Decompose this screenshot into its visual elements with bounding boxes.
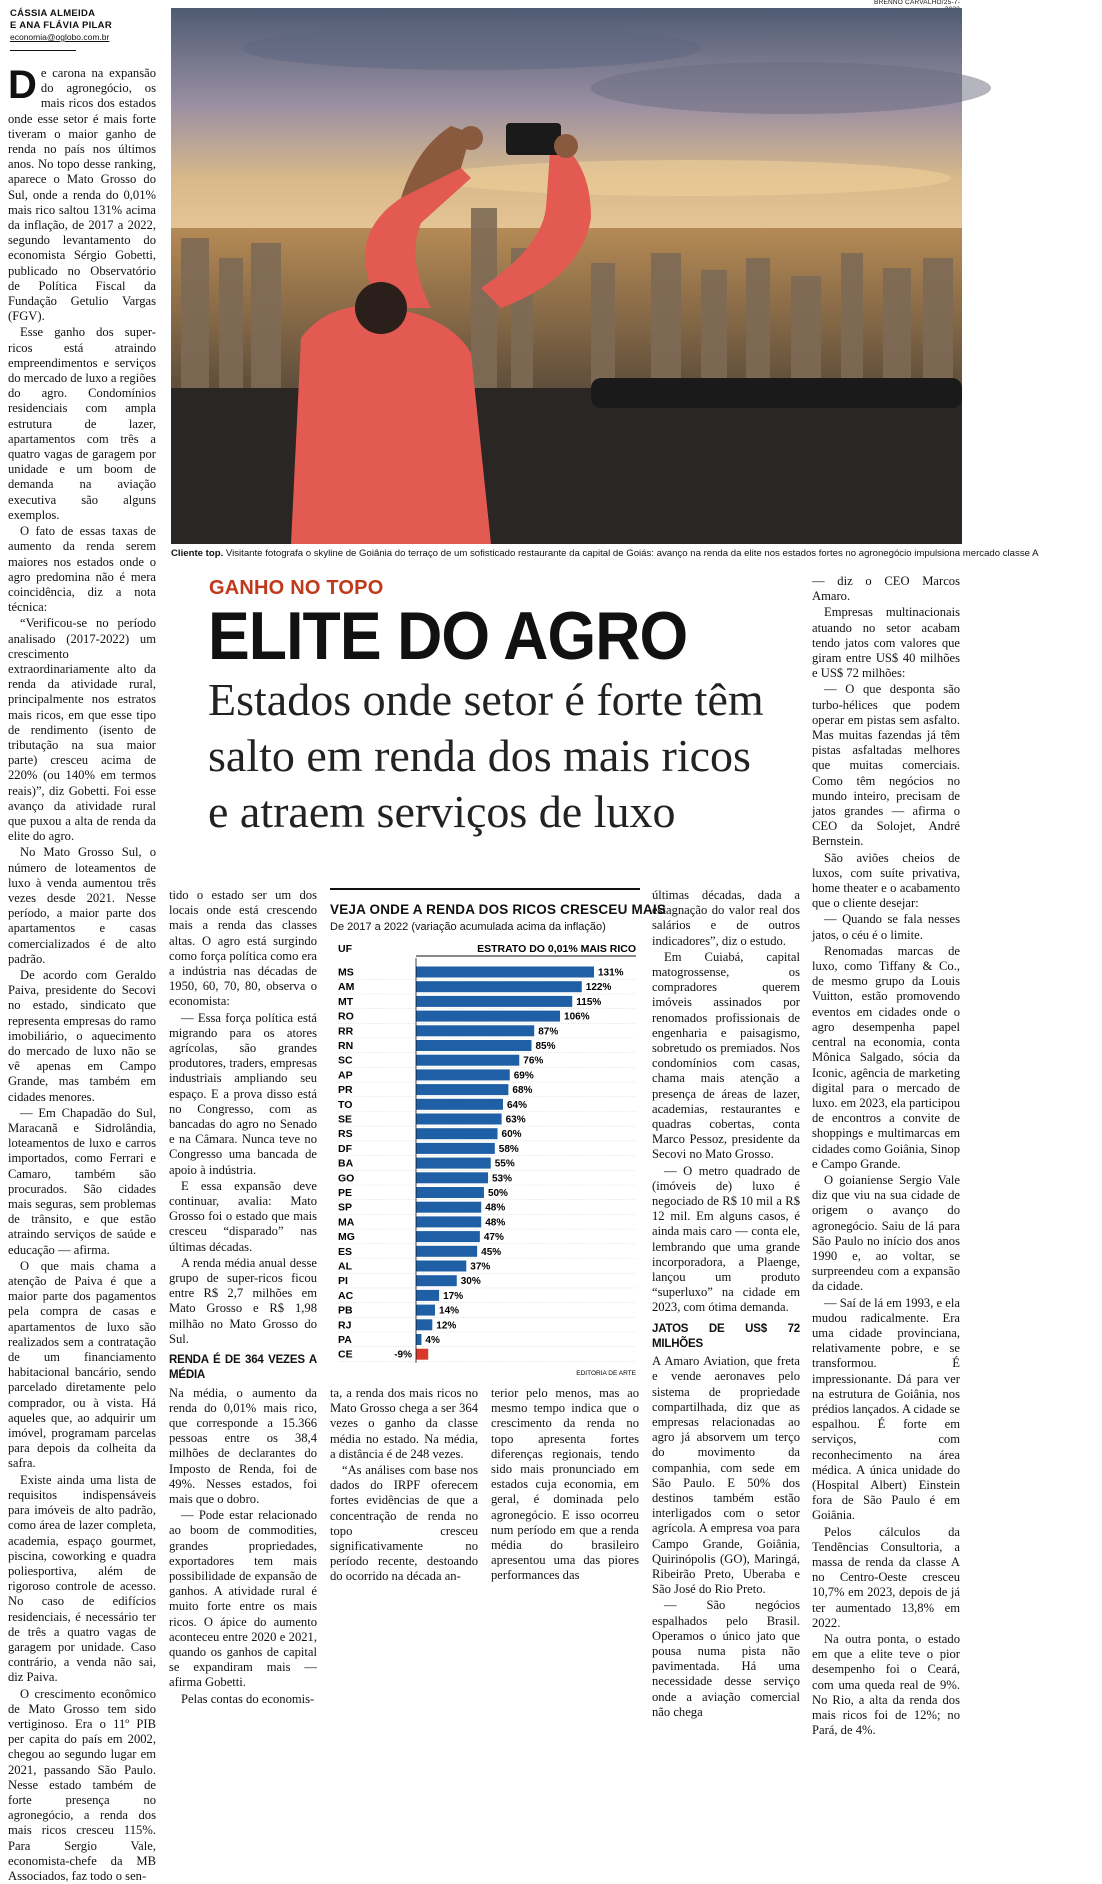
chart-category-label: RO — [338, 1010, 354, 1023]
chart-bar — [416, 1334, 421, 1345]
deck-line-3: e atraem serviços de luxo — [208, 786, 676, 837]
chart-category-label: PB — [338, 1304, 353, 1317]
chart-value-label: 122% — [585, 982, 612, 994]
chart-bar-negative — [416, 1349, 428, 1360]
chart-category-label: MG — [338, 1231, 355, 1244]
chart-value-label: 4% — [425, 1335, 440, 1346]
caption-lead: Cliente top. — [171, 548, 224, 559]
chart-series-header: ESTRATO DO 0,01% MAIS RICO — [477, 943, 636, 955]
chart-category-label: PI — [338, 1275, 348, 1288]
col1-paragraph-10: O crescimento econômico de Mato Grosso tem sido vertiginoso. Era o 11º PIB per capita do país em 2002, chegou ao segundo lugar em 2021, passando São Paulo. Nesse estado também de forte presença no agronegócio, a renda dos mais ricos cresceu 115%. Para Sergio Vale, economista-chefe da MB Associados, faz todo o sen- — [8, 1686, 156, 1883]
chart-bar — [416, 1069, 510, 1080]
col1-paragraph-8: O que mais chama a atenção de Paiva é que a maior parte dos pagamentos pela compra de casas e apartamentos de luxo são realizados sem a contratação de um financiamento habitacional bancário, sendo parcelado diretamente pelo comprador, ou à vista. Há aqueles que, ao adquirir um imóvel, programam parcelas para depois da colheita da safra. — [8, 1258, 156, 1471]
chart-value-label: 106% — [564, 1011, 590, 1023]
chart-value-label: 48% — [485, 1202, 506, 1214]
col2-subheading: RENDA É DE 364 VEZES A MÉDIA — [169, 1354, 317, 1382]
article-column-5 — [812, 574, 960, 1770]
chart-bar — [416, 1084, 508, 1095]
col2-paragraph-3: E essa expansão deve continuar, avalia: Mato Grosso foi o estado que mais cresceu “disparado” nas últimas décadas. — [169, 1178, 317, 1254]
chart-category-label: AC — [338, 1289, 354, 1302]
byline-author-1: CÁSSIA ALMEIDA — [10, 8, 96, 19]
chart-category-label: AM — [338, 981, 355, 994]
col2-paragraph-5: Na média, o aumento da renda do 0,01% mais rico, que corresponde a 15.366 pessoas entre os 38,4 milhões de declarantes do Imposto de Renda, foi de 49%. Nesses estados, foi mais que o dobro. — [169, 1385, 317, 1506]
col4-paragraph-4: A Amaro Aviation, que freta e vende aeronaves pelo sistema de propriedade compartilhada, diz que as empresas relacionadas ao agro já absorvem um terço do movimento da companhia, com sede em São Paulo. E 50% dos destinos também estão interligados com o setor agrícola. A empresa voa para Campo Grande, Goiânia, Quirinópolis (GO), Maringá, Ribeirão Preto, Uberaba e São José do Rio Preto. — [652, 1354, 800, 1597]
col4-subheading: JATOS DE US$ 72 MILHÕES — [652, 1322, 800, 1350]
col3-paragraph-1: ta, a renda dos mais ricos no Mato Grosso chega a ser 364 vezes o ganho da classe média no estado. Na média, a distância é de 248 vezes. — [330, 1386, 478, 1461]
chart-category-label: RS — [338, 1128, 353, 1141]
col4-paragraph-1: últimas décadas, dada a estagnação do valor real dos salários e de outros indicadores”, diz o estudo. — [652, 888, 800, 948]
chart-bar — [416, 1275, 457, 1286]
col1-paragraph-7: — Em Chapadão do Sul, Maracanã e Sidrolândia, loteamentos de luxo e carros importados, como Ferrari e Camaro, também são procurados. São cidades mais seguras, sem problemas de trânsito, e que estão atraindo serviços de saúde e educação — afirma. — [8, 1105, 156, 1257]
chart-bar — [416, 996, 572, 1007]
byline-author-2: E ANA FLÁVIA PILAR — [10, 20, 112, 31]
chart-bar — [416, 1261, 466, 1272]
col4-paragraph-2: Em Cuiabá, capital matogrossense, os compradores querem imóveis assinados por renomados profissionais de engenharia e paisagismo, sobretudo os premiados. Nos condomínios com casas, chama mais atenção a presença de áreas de lazer, academias, restaurantes e quadras cobertas, conta Marco Pessoz, presidente da Secovi no Mato Grosso. — [652, 949, 800, 1162]
chart-value-label: 45% — [481, 1246, 502, 1258]
chart-category-label: RN — [338, 1040, 354, 1052]
byline — [10, 8, 160, 51]
chart-bar — [416, 1025, 534, 1036]
col2-paragraph-6: — Pode estar relacionado ao boom de commodities, grandes propriedades, exportadores tem mais possibilidade de expansão de ganhos. A atividade rural é muito forte entre os mais ricos. O ápice do aumento aconteceu entre 2020 e 2021, quando os ganhos de capital se expandiram mais — afirma Gobetti. — [169, 1508, 317, 1690]
col3b-paragraph-1: terior pelo menos, mas ao mesmo tempo indica que o crescimento da renda no topo apresenta fortes diferenças regionais, tendo sido mais pronunciado em estados cuja economia, em geral, é dominada pelo agronegócio. E isso ocorreu num período em que a renda média do brasileiro apresentou uma das piores performances das — [491, 1386, 639, 1583]
chart-bar — [416, 981, 582, 992]
chart-value-label: 48% — [485, 1217, 506, 1229]
col2-paragraph-7: Pelas contas do economis- — [181, 1691, 315, 1706]
col5-paragraph-8: — Saí de lá em 1993, e ela mudou radicalmente. Era uma cidade provinciana, relativamente pobre, e se transformou. É impressionante. Dá para ver na estrutura de Goiânia, nos prédios lançados. A cidade se espalhou. É forte em serviços, com reconhecimento na área médica. A única unidade do (Hospital Albert) Einstein fora de São Paulo é em Goiânia. — [812, 1295, 960, 1523]
chart-bar — [416, 1011, 560, 1022]
article-column-4 — [652, 888, 800, 1770]
chart-category-label: TO — [338, 1098, 353, 1111]
chart-category-label: MT — [338, 995, 354, 1008]
col1-paragraph-2: Esse ganho dos super-ricos está atraindo empreendimentos e serviços do mercado de luxo a regiões do agro. Condomínios residenciais com ampla estrutura de lazer, apartamentos com três a quatro vagas de garagem por unidade e um boom de demanda na aviação executiva são alguns exemplos. — [8, 325, 156, 522]
col5-paragraph-9: Pelos cálculos da Tendências Consultoria, a massa de renda da classe A no Centro-Oeste cresceu 10,7% em 2023, depois de já ter aumentado 13,8% em 2022. — [812, 1524, 960, 1630]
col2-paragraph-2: — Essa força política está migrando para os atores agrícolas, são grandes produtores, traders, empresas industriais ampliando seu espaço. E a prova disso está no Congresso, com as bancadas do agro no Senado e na Câmara. Nunca teve no Congresso uma bancada de apoio à indústria. — [169, 1010, 317, 1177]
chart-top-rule — [330, 888, 640, 890]
chart-bar — [416, 1172, 488, 1183]
col1-paragraph-4: “Verificou-se no período analisado (2017-2022) um crescimento extraordinariamente alto da renda da atividade rural, principalmente nos estratos mais ricos, em que esse tipo de rendimento (isento de tributação na sua maior parte) cresceu acima de 220% (ou 140% em termos reais)”, diz Gobetti. Foi esse avanço da atividade rural que puxou a alta de renda da elite do agro. — [8, 616, 156, 844]
chart-value-label: 115% — [576, 996, 602, 1008]
chart-category-label: MS — [338, 966, 354, 979]
col2-paragraph-1: tido o estado ser um dos locais onde está crescendo mais a renda das classes altas. O agro está surgindo como força política como era a indústria nas décadas de 1950, 60, 70, 80, observa o economista: — [169, 888, 317, 1009]
chart-category-label: SE — [338, 1113, 353, 1126]
chart-value-label: 87% — [538, 1026, 559, 1038]
col3-paragraph-2: “As análises com base nos dados do IRPF oferecem fortes evidências de que a concentração de renda no topo cresceu significativamente no período recente, destoando do ocorrido na década an- — [330, 1463, 478, 1584]
col5-paragraph-2: Empresas multinacionais atuando no setor acabam tendo jatos com valores que giram entre US$ 40 milhões e US$ 72 milhões: — [812, 605, 960, 681]
col1-paragraph-5: No Mato Grosso Sul, o número de loteamentos de luxo à venda aumentou três vezes desde 2021. Nesse período, a maior parte dos apartamentos e casas comercializados é de alto padrão. — [8, 845, 156, 966]
chart-plot — [330, 938, 640, 1378]
chart-value-label: 12% — [436, 1320, 457, 1332]
chart-subtitle: De 2017 a 2022 (variação acumulada acima da inflação) — [330, 921, 606, 933]
chart-value-label: 37% — [470, 1261, 491, 1273]
chart-category-label: DF — [338, 1142, 352, 1155]
chart-category-header: UF — [338, 943, 352, 955]
chart-category-label: PE — [338, 1187, 353, 1199]
chart-bar — [416, 1055, 519, 1066]
chart-category-label: RJ — [338, 1319, 352, 1332]
chart-bar — [416, 1114, 502, 1125]
deck-line-2: salto em renda dos mais ricos — [208, 730, 751, 781]
caption-text: Visitante fotografa o skyline de Goiânia do terraço de um sofisticado restaurante da capital de Goiás: avanço na renda da elite nos estados fortes no agronegócio impulsiona mercado classe A — [223, 548, 1039, 559]
article-column-3b — [491, 1386, 639, 1770]
chart-bar — [416, 1202, 481, 1213]
chart-category-label: PA — [338, 1334, 352, 1346]
col1-paragraph-3: O fato de essas taxas de aumento da renda serem maiores nos estados onde o agro predomina não é mera coincidência, diz a nota técnica: — [8, 524, 156, 615]
chart-value-label: -9% — [394, 1349, 412, 1361]
photo-credit: BRENNO CARVALHO/25-7- — [874, 0, 960, 6]
chart-category-label: AP — [338, 1069, 353, 1082]
chart-category-label: PR — [338, 1084, 353, 1097]
chart-value-label: 14% — [439, 1305, 460, 1317]
col5-paragraph-3: — O que desponta são turbo-hélices que podem operar em pistas sem asfalto. Mas muitas fazendas já têm pistas asfaltadas melhores que muitas comerciais. Como têm negócios no mundo inteiro, precisam de jatos grandes — afirma o CEO da Solojet, André Bernstein. — [812, 682, 960, 849]
chart-value-label: 60% — [501, 1129, 522, 1141]
col4-paragraph-5: — São negócios espalhados pelo Brasil. Operamos o único jato que pousa numa pista não pavimentada. Há uma necessidade desse serviço onde a aviação comercial não chega — [652, 1598, 800, 1719]
photo-illustration — [171, 8, 962, 544]
chart-value-label: 17% — [443, 1290, 464, 1302]
photo-skyline — [171, 8, 962, 544]
article-column-1 — [8, 63, 156, 1883]
col5-paragraph-4: São aviões cheios de luxos, com suíte privativa, home theater e o acabamento que o cliente desejar: — [812, 850, 960, 911]
chart-box — [330, 888, 667, 1378]
chart-value-label: 76% — [523, 1055, 544, 1067]
article-column-2 — [169, 888, 317, 1770]
chart-bar — [416, 967, 594, 978]
col5-paragraph-10: Na outra ponta, o estado em que a elite teve o pior desempenho foi o Ceará, com uma queda real de 9%. No Rio, a alta da renda dos mais ricos foi de 12%; no Pará, de 4%. — [812, 1632, 960, 1738]
chart-value-label: 50% — [487, 1188, 508, 1199]
chart-value-label: 47% — [483, 1232, 504, 1244]
chart-category-label: ES — [338, 1245, 353, 1258]
chart-value-label: 85% — [535, 1041, 556, 1052]
chart-value-label: 131% — [598, 967, 624, 979]
chart-bar — [416, 1216, 481, 1227]
chart-bar — [416, 1158, 491, 1169]
section-kicker: GANHO NO TOPO — [209, 577, 384, 599]
col2-paragraph-4: A renda média anual desse grupo de super-ricos ficou entre R$ 2,7 milhões em Mato Grosso e R$ 1,98 milhão no Mato Grosso do Sul. — [169, 1255, 317, 1346]
chart-category-label: SP — [338, 1201, 353, 1214]
chart-category-label: AL — [338, 1260, 352, 1273]
chart-credit: EDITORIA DE ARTE — [576, 1369, 636, 1377]
chart-value-label: 55% — [494, 1158, 515, 1170]
chart-bar — [416, 1231, 480, 1242]
chart-bar — [416, 1143, 495, 1154]
col1-paragraph-6: De acordo com Geraldo Paiva, presidente do Secovi no estado, sindicato que representa empresas do ramo imobiliário, o aquecimento do mercado de luxo não se vê apenas em Campo Grande, mas também em cidades menores. — [8, 967, 156, 1104]
article-column-3 — [330, 1386, 478, 1770]
chart-category-label: CE — [338, 1348, 353, 1361]
col5-paragraph-1: — diz o CEO Marcos Amaro. — [812, 574, 960, 604]
byline-divider — [10, 50, 76, 51]
chart-value-label: 30% — [460, 1276, 481, 1288]
headline-title: ELITE DO AGRO — [208, 598, 688, 674]
col5-paragraph-5: — Quando se fala nesses jatos, o céu é o limite. — [812, 912, 960, 942]
chart-value-label: 69% — [513, 1070, 534, 1082]
chart-value-label: 64% — [506, 1099, 527, 1111]
dropcap: D — [8, 63, 37, 107]
chart-category-label: MA — [338, 1216, 355, 1229]
deck-line-1: Estados onde setor é forte têm — [208, 674, 764, 725]
chart-bar — [416, 1290, 439, 1301]
chart-bar — [416, 1246, 477, 1257]
chart-bar — [416, 1099, 503, 1110]
col5-paragraph-6: Renomadas marcas de luxo, como Tiffany & Co., de mesmo grupo da Louis Vuitton, estão promovendo eventos em cidades onde o agro desempenha papel central na economia, conta Mônica Salgado, sócia da Iconic, agência de marketing digital para o mercado de luxo. em 2023, ela participou de encontros a convite de shoppings e multimarcas em cidades como Goiânia, Sinop e Campo Grande. — [812, 943, 960, 1171]
chart-category-label: GO — [338, 1172, 355, 1185]
chart-bar — [416, 1187, 484, 1198]
chart-category-label: SC — [338, 1054, 353, 1067]
chart-category-label: BA — [338, 1157, 354, 1170]
chart-bar — [416, 1305, 435, 1316]
chart-bar — [416, 1128, 498, 1139]
chart-bar — [416, 1040, 531, 1051]
chart-value-label: 58% — [498, 1143, 519, 1155]
col4-paragraph-3: — O metro quadrado de (imóveis de) luxo é negociado de R$ 10 mil a R$ 12 mil. Em alguns casos, é ainda mais caro — conta ele, lembrando que uma grande incorporadora, a Plaenge, lançou um produto “superluxo” na cidade em 2023, com ótima demanda. — [652, 1163, 800, 1315]
chart-bar — [416, 1319, 432, 1330]
chart-value-label: 53% — [492, 1173, 513, 1185]
headline-deck — [208, 672, 788, 840]
col1-paragraph-9: Existe ainda uma lista de requisitos indispensáveis para imóveis de alto padrão, como área de lazer completa, academia, espaço gourmet, piscina, coworking e quadra poliesportiva, além de rigoroso controle de acesso. No caso de edifícios residenciais, é necessário ter de três a quatro vagas de garagem por unidade. Caso contrário, a venda não sai, diz Paiva. — [8, 1472, 156, 1685]
chart-title: VEJA ONDE A RENDA DOS RICOS CRESCEU MAIS — [330, 902, 667, 917]
byline-email-link[interactable]: economia@oglobo.com.br — [10, 32, 110, 42]
chart-value-label: 63% — [505, 1114, 526, 1126]
chart-value-label: 68% — [512, 1085, 533, 1097]
col1-paragraph-1: De carona na expansão do agronegócio, os mais ricos dos estados onde esse setor é mais forte tiveram o maior ganho de renda no país nos últimos anos. No topo desse ranking, aparece o Mato Grosso do Sul, onde a renda do 0,01% mais rico saltou 131% acima da inflação, de 2017 a 2022, segundo levantamento do economista Sérgio Gobetti, publicado no Observatório de Política Fiscal da Fundação Getulio Vargas (FGV). — [8, 63, 156, 324]
photo-caption — [171, 548, 1039, 560]
chart-category-label: RR — [338, 1025, 354, 1038]
col5-paragraph-7: O goianiense Sergio Vale diz que viu na sua cidade de origem o avanço do agronegócio. Saiu de lá para São Paulo no início dos anos 1990 e, ao voltar, se surpreendeu com a expansão da cidade. — [812, 1172, 960, 1294]
